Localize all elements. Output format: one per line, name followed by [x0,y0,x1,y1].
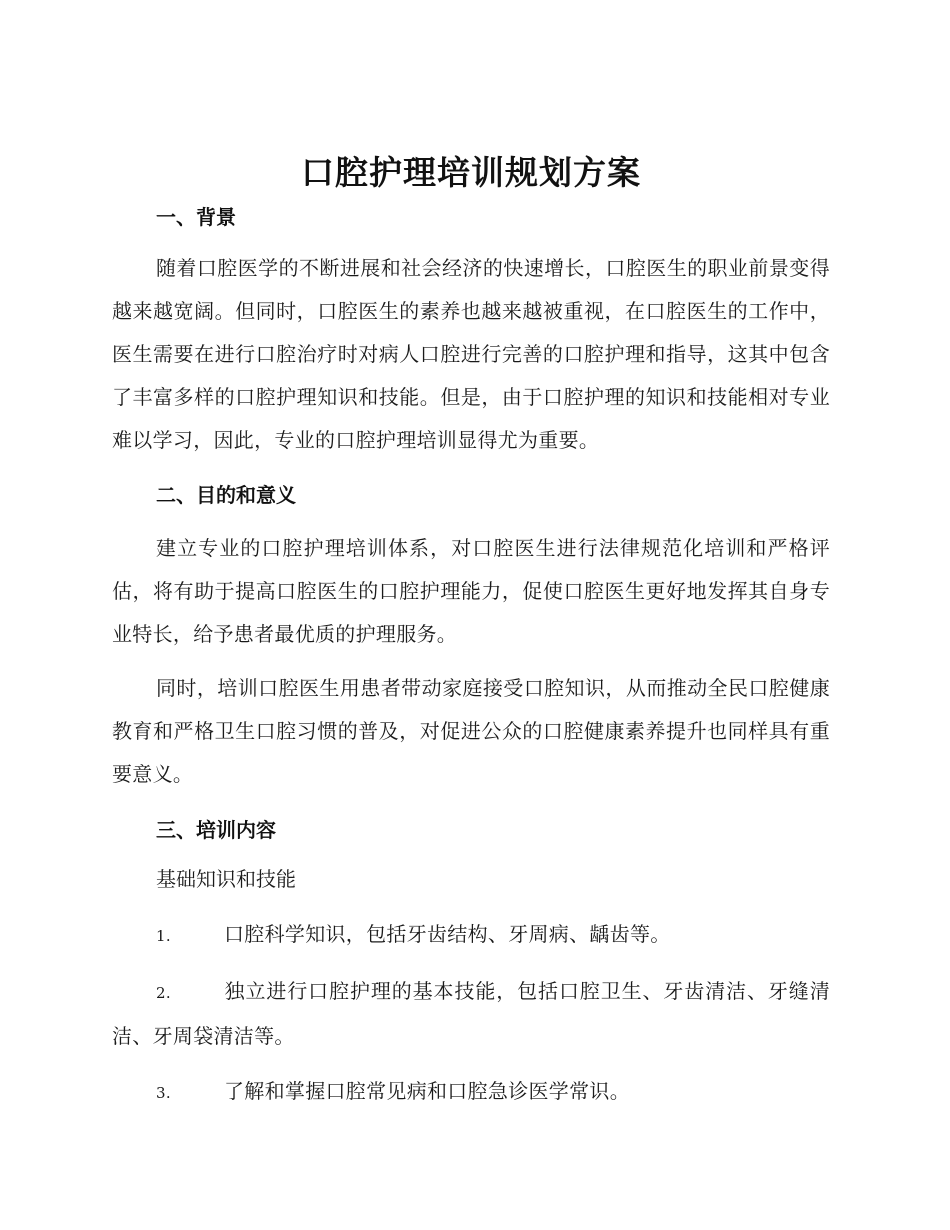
section-heading-purpose: 二、目的和意义 [156,483,296,507]
background-paragraph: 随着口腔医学的不断进展和社会经济的快速增长，口腔医生的职业前景变得越来越宽阔。但同时，口腔医生的素养也越来越被重视，在口腔医生的工作中，医生需要在进行口腔治疗时对病人口腔进行完善的口腔护理和指导，这其中包含了丰富多样的口腔护理知识和技能。但是，由于口腔护理的知识和技能相对专业难以学习，因此，专业的口腔护理培训显得尤为重要。 [112,256,830,452]
section-heading-content: 三、培训内容 [156,818,276,842]
list-item [112,970,830,1058]
list-item-number: 3. [156,1084,171,1102]
document-title: 口腔护理培训规划方案 [301,153,641,192]
document-page [112,148,830,1115]
list-item-number: 2. [156,984,171,1002]
list-item-text: 了解和掌握口腔常见病和口腔急诊医学常识。 [224,1079,630,1103]
section-heading-background: 一、背景 [156,205,236,229]
list-item [112,1070,830,1115]
list-item-text: 独立进行口腔护理的基本技能，包括口腔卫生、牙齿清洁、牙缝清洁、牙周袋清洁等。 [112,979,830,1048]
list-item-number: 1. [156,927,171,945]
purpose-paragraph-2: 同时，培训口腔医生用患者带动家庭接受口腔知识，从而推动全民口腔健康教育和严格卫生口腔习惯的普及，对促进公众的口腔健康素养提升也同样具有重要意义。 [112,676,830,786]
list-item [112,913,830,958]
content-subheading: 基础知识和技能 [156,867,296,891]
list-item-text: 口腔科学知识，包括牙齿结构、牙周病、龋齿等。 [224,922,671,946]
purpose-paragraph-1: 建立专业的口腔护理培训体系，对口腔医生进行法律规范化培训和严格评估，将有助于提高口腔医生的口腔护理能力，促使口腔医生更好地发挥其自身专业特长，给予患者最优质的护理服务。 [112,536,830,646]
